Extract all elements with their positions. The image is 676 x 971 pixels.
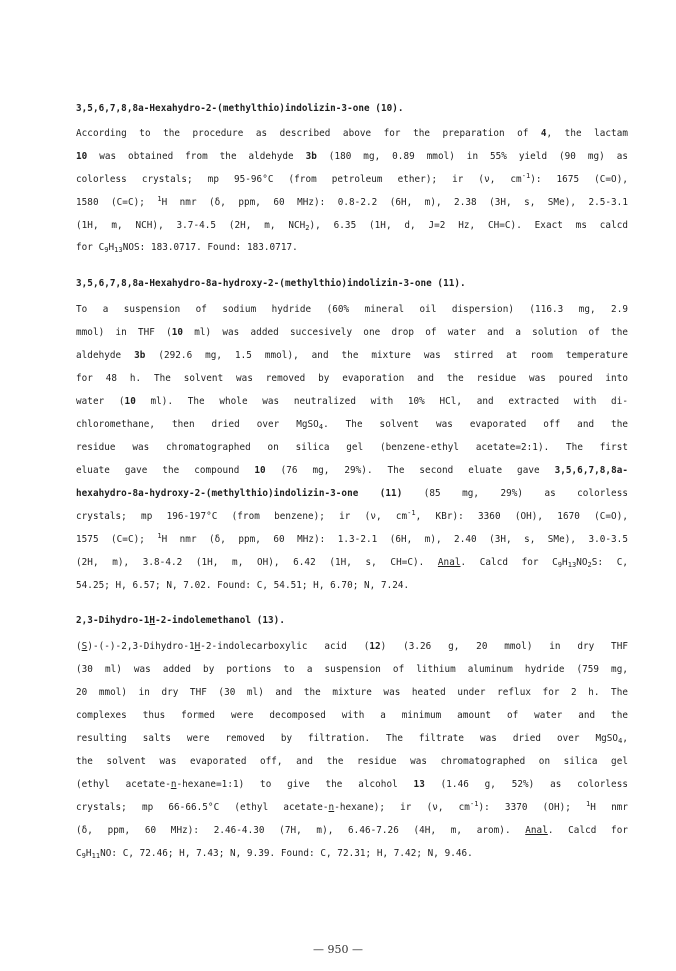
body-text-line: (2H, m), 3.8-4.2 (1H, m, OH), 6.42 (1H, s, CH=C). Anal. Calcd for $C_9H_{13}NO_2S$: C,: [76, 557, 628, 569]
body-text-line: for 48 h. The solvent was removed by evaporation and the residue was poured into: [76, 373, 628, 384]
body-text-line: 10 was obtained from the aldehyde 3b (180 mg, 0.89 mmol) in 55% yield (90 mg) as: [76, 151, 628, 162]
section-heading: 2,3-Dihydro-1H-2-indolemethanol (13).: [76, 615, 285, 626]
body-text-line: colorless crystals; mp 95-96°C (from petroleum ether); ir (ν, $cm^{-1}$): 1675 (C=O),: [76, 172, 629, 185]
body-text-line: for $C_9H_{13}NOS$: 183.0717. Found: 183.0717.: [76, 242, 298, 254]
body-text-line: 54.25; H, 6.57; N, 7.02. Found: C, 54.51; H, 6.70; N, 7.24.: [76, 580, 410, 591]
body-text-line: 1575 (C=C); $^1$H nmr (δ, ppm, 60 MHz): 1.3-2.1 (6H, m), 2.40 (3H, s, SMe), 3.0-3.5: [76, 532, 628, 545]
body-text-line: resulting salts were removed by filtration. The filtrate was dried over MgSO$_4$,: [76, 733, 628, 745]
body-text-line: $C_9H_{11}NO$: C, 72.46; H, 7.43; N, 9.39. Found: C, 72.31; H, 7.42; N, 9.46.: [76, 848, 473, 860]
body-text-line: (ethyl acetate-n-hexane=1:1) to give the alcohol 13 (1.46 g, 52%) as colorless: [76, 779, 628, 790]
body-text-line: the solvent was evaporated off, and the residue was chromatographed on silica gel: [76, 756, 628, 767]
body-text-line: (S)-(-)-2,3-Dihydro-1H-2-indolecarboxylic acid (12) (3.26 g, 20 mmol) in dry THF: [76, 641, 628, 652]
body-text-line: eluate gave the compound 10 (76 mg, 29%). The second eluate gave 3,5,6,7,8,8a-: [76, 465, 629, 476]
body-text-line: crystals; mp 66-66.5°C (ethyl acetate-n-hexane); ir (ν, $cm^{-1}$): 3370 (OH); $^1$H nmr: [76, 800, 629, 813]
body-text-line: aldehyde 3b (292.6 mg, 1.5 mmol), and the mixture was stirred at room temperature: [76, 350, 628, 361]
section-heading: 3,5,6,7,8,8a-Hexahydro-2-(methylthio)indolizin-3-one (10).: [76, 103, 404, 114]
body-text-line: crystals; mp 196-197°C (from benzene); ir (ν, $cm^{-1}$, KBr): 3360 (OH), 1670 (C=O),: [76, 509, 628, 522]
body-text-line: According to the procedure as described above for the preparation of 4, the lactam: [76, 128, 628, 139]
body-text-line: To a suspension of sodium hydride (60% mineral oil dispersion) (116.3 mg, 2.9: [76, 304, 628, 315]
body-text-line: residue was chromatographed on silica gel (benzene-ethyl acetate=2:1). The first: [76, 442, 628, 453]
body-text-line: chloromethane, then dried over MgSO$_4$. The solvent was evaporated off and the: [76, 419, 628, 431]
page-number: — 950 —: [313, 943, 363, 956]
section-heading: 3,5,6,7,8,8a-Hexahydro-8a-hydroxy-2-(methylthio)indolizin-3-one (11).: [76, 278, 466, 289]
body-text-line: complexes thus formed were decomposed with a minimum amount of water and the: [76, 710, 628, 721]
body-text-line: 20 mmol) in dry THF (30 ml) and the mixture was heated under reflux for 2 h. The: [76, 687, 628, 698]
body-text-line: mmol) in THF (10 ml) was added succesively one drop of water and a solution of the: [76, 327, 628, 338]
body-text-line: water (10 ml). The whole was neutralized with 10% HCl, and extracted with di-: [76, 396, 628, 407]
body-text-line: 1580 (C=C); $^1$H nmr (δ, ppm, 60 MHz): 0.8-2.2 (6H, m), 2.38 (3H, s, SMe), 2.5-3.1: [76, 195, 628, 208]
body-text-line: (30 ml) was added by portions to a suspension of lithium aluminum hydride (759 mg,: [76, 664, 628, 675]
body-text-line: hexahydro-8a-hydroxy-2-(methylthio)indolizin-3-one (11) (85 mg, 29%) as colorless: [76, 488, 628, 499]
body-text-line: (1H, m, NCH), 3.7-4.5 (2H, m, $NCH_2$), 6.35 (1H, d, J=2 Hz, CH=C). Exact ms calcd: [76, 220, 629, 232]
body-text-line: (δ, ppm, 60 MHz): 2.46-4.30 (7H, m), 6.46-7.26 (4H, m, arom). Anal. Calcd for: [76, 825, 628, 836]
